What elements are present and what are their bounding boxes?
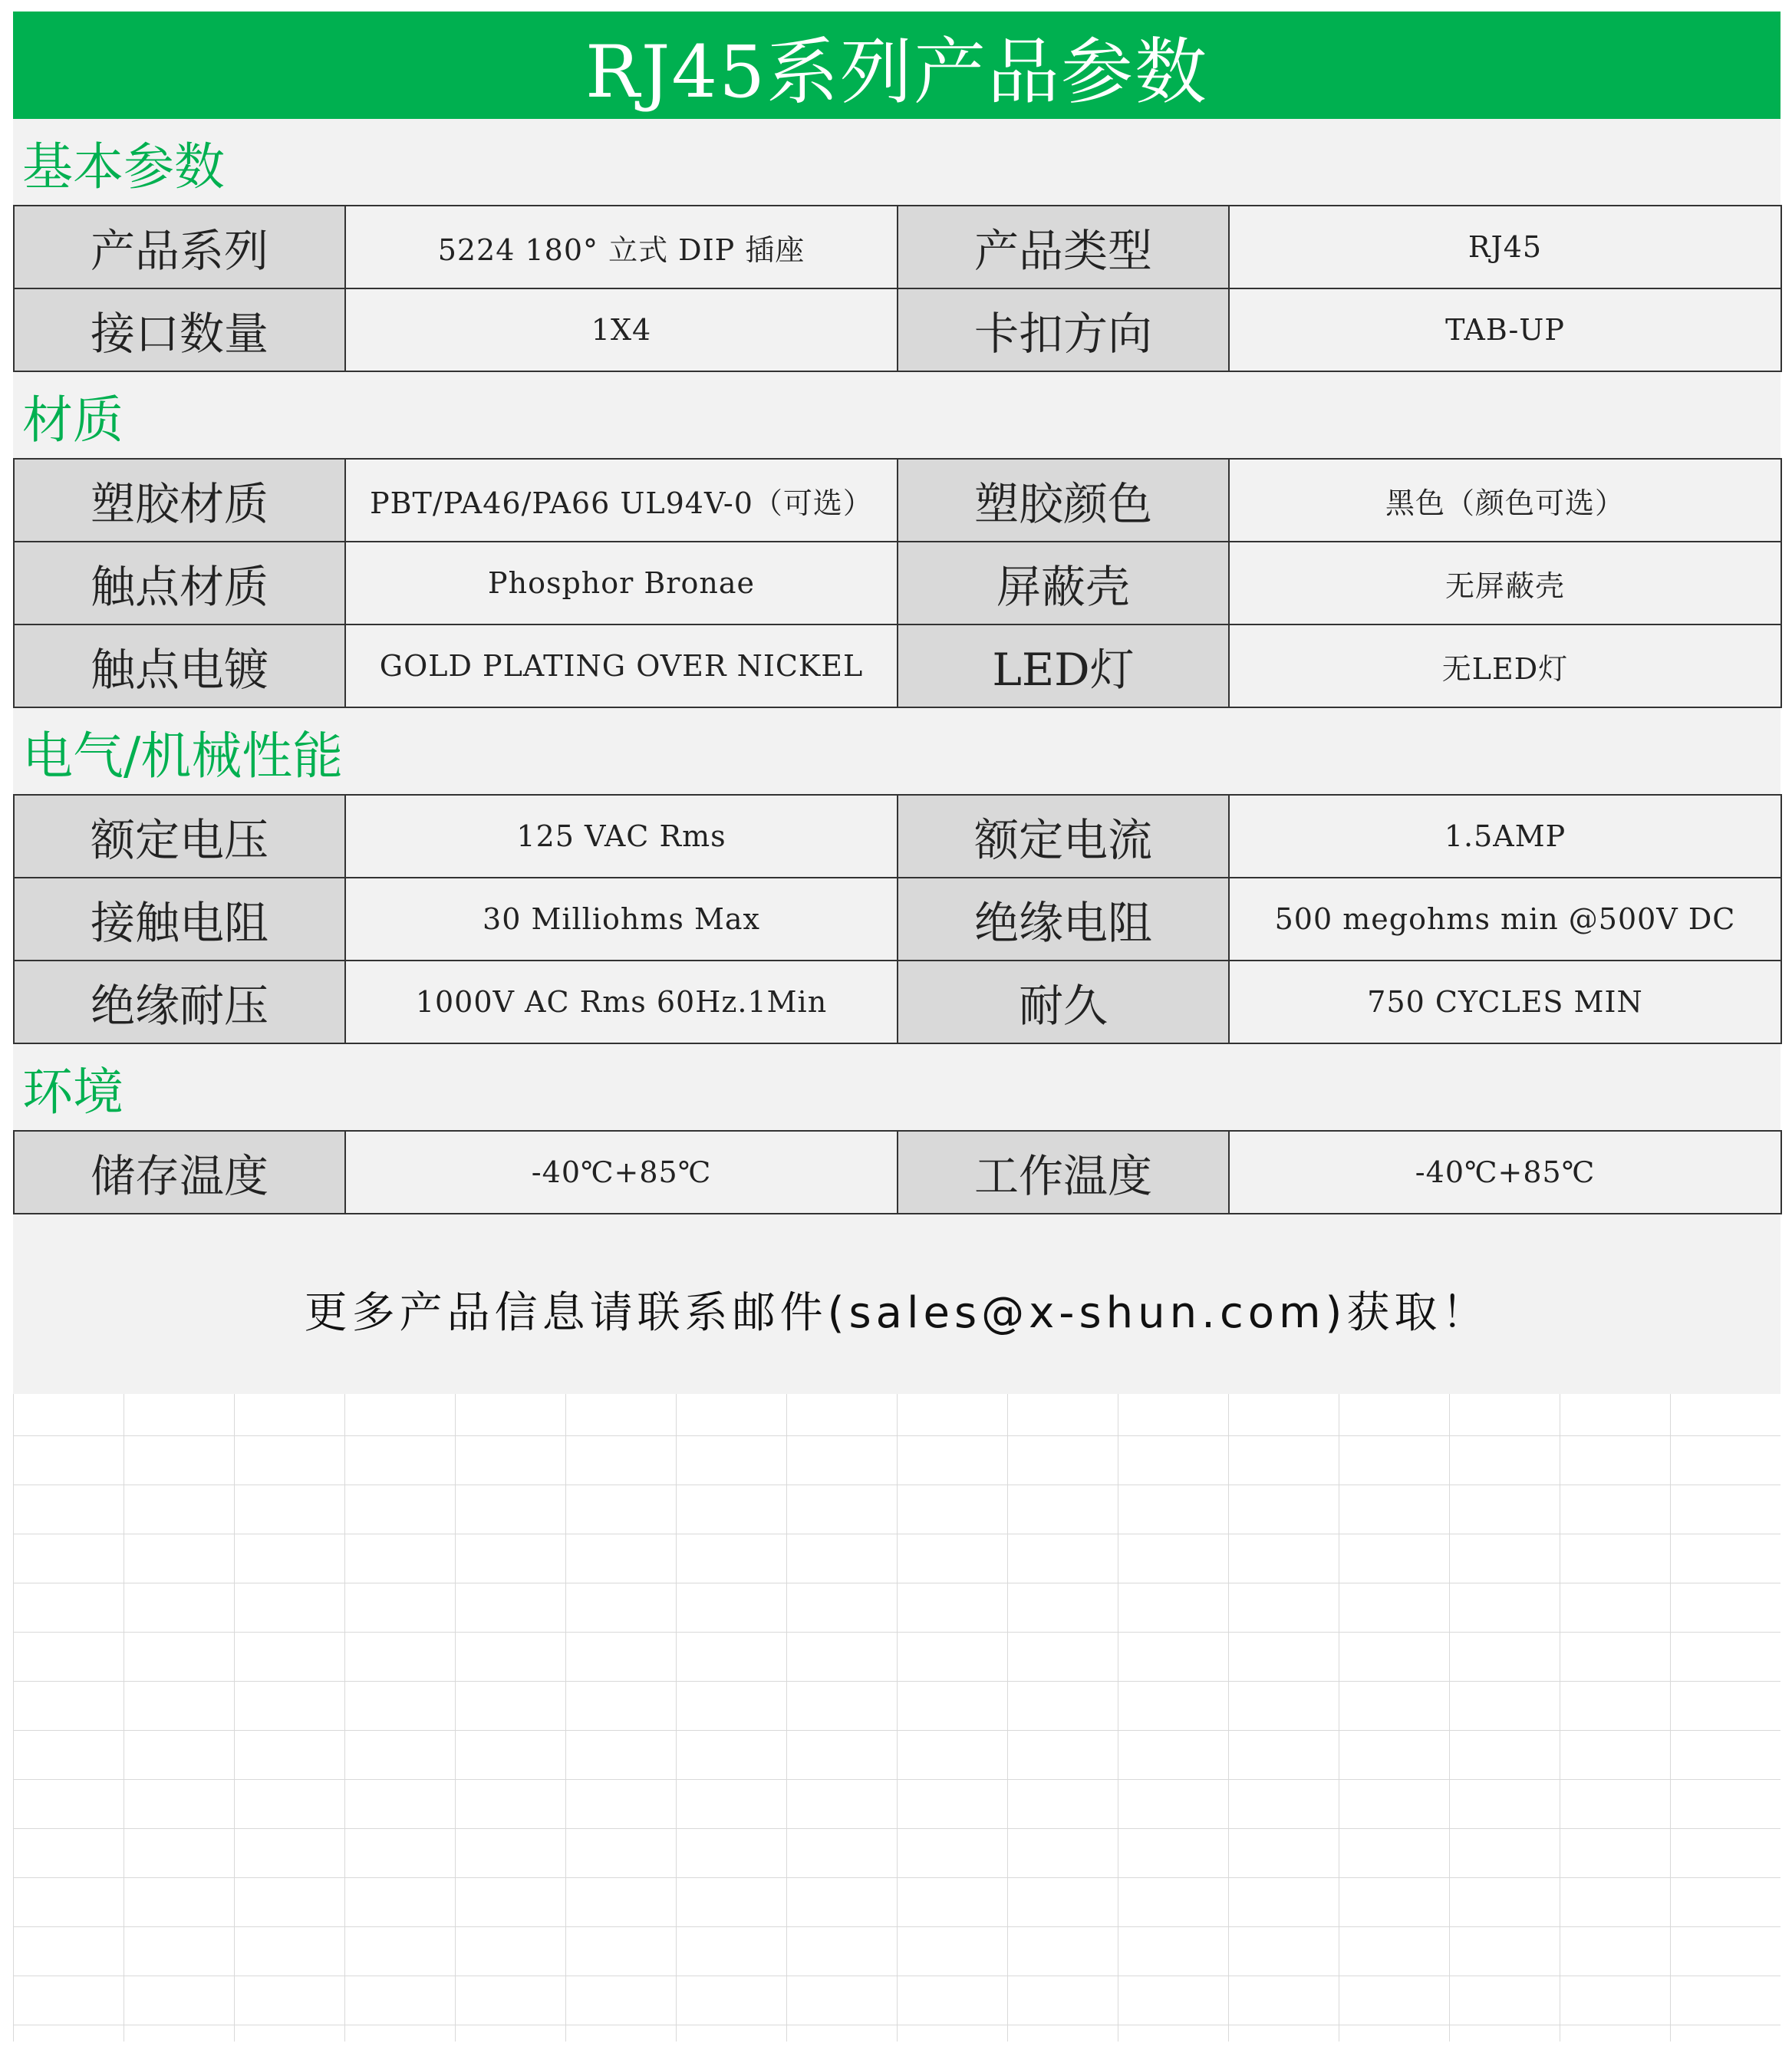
param-label: 额定电流	[898, 795, 1229, 878]
param-label: 触点材质	[14, 542, 345, 624]
contact-note: 更多产品信息请联系邮件(sales@x-shun.com)获取！	[304, 1288, 1490, 1338]
param-value: Phosphor Bronae	[345, 542, 898, 624]
param-label: 产品系列	[14, 206, 345, 288]
param-value: 1.5AMP	[1229, 795, 1781, 878]
param-label: 接口数量	[14, 288, 345, 371]
param-value: 30 Milliohms Max	[345, 878, 898, 961]
section-title: 材质	[22, 390, 124, 450]
section-title: 电气/机械性能	[22, 726, 344, 786]
param-label: 绝缘耐压	[14, 961, 345, 1043]
spec-table	[13, 1130, 1782, 1214]
param-value: 无屏蔽壳	[1229, 542, 1781, 624]
param-label: 卡扣方向	[898, 288, 1229, 371]
param-value: GOLD PLATING OVER NICKEL	[345, 624, 898, 707]
param-value: 无LED灯	[1229, 624, 1781, 707]
table-row	[14, 542, 1781, 624]
table-row	[14, 961, 1781, 1043]
table-row	[14, 878, 1781, 961]
param-label: 塑胶材质	[14, 459, 345, 542]
param-value: 500 megohms min @500V DC	[1229, 878, 1781, 961]
param-value: 1000V AC Rms 60Hz.1Min	[345, 961, 898, 1043]
section-title: 环境	[22, 1062, 124, 1122]
spec-table	[13, 458, 1782, 708]
param-label: 耐久	[898, 961, 1229, 1043]
param-label: 储存温度	[14, 1131, 345, 1214]
section-title: 基本参数	[22, 137, 225, 196]
table-row	[14, 624, 1781, 707]
param-label: 屏蔽壳	[898, 542, 1229, 624]
param-value: -40℃+85℃	[1229, 1131, 1781, 1214]
param-label: 绝缘电阻	[898, 878, 1229, 961]
param-value: TAB-UP	[1229, 288, 1781, 371]
param-value: PBT/PA46/PA66 UL94V-0（可选）	[345, 459, 898, 542]
param-value: RJ45	[1229, 206, 1781, 288]
table-row	[14, 206, 1781, 288]
table-row	[14, 1131, 1781, 1214]
spreadsheet-grid	[13, 12, 1780, 2041]
param-label: 塑胶颜色	[898, 459, 1229, 542]
param-value: 5224 180° 立式 DIP 插座	[345, 206, 898, 288]
page-title: RJ45系列产品参数	[13, 12, 1780, 119]
param-label: 额定电压	[14, 795, 345, 878]
param-value: -40℃+85℃	[345, 1131, 898, 1214]
spec-table	[13, 205, 1782, 372]
param-value: 750 CYCLES MIN	[1229, 961, 1781, 1043]
param-value: 125 VAC Rms	[345, 795, 898, 878]
param-label: 接触电阻	[14, 878, 345, 961]
param-label: 工作温度	[898, 1131, 1229, 1214]
param-value: 1X4	[345, 288, 898, 371]
table-row	[14, 459, 1781, 542]
param-label: LED灯	[898, 624, 1229, 707]
sections-container	[13, 119, 1780, 1214]
spec-sheet	[13, 12, 1780, 1394]
spec-table	[13, 794, 1782, 1044]
table-row	[14, 288, 1781, 371]
table-row	[14, 795, 1781, 878]
param-label: 产品类型	[898, 206, 1229, 288]
param-label: 触点电镀	[14, 624, 345, 707]
param-value: 黑色（颜色可选）	[1229, 459, 1781, 542]
